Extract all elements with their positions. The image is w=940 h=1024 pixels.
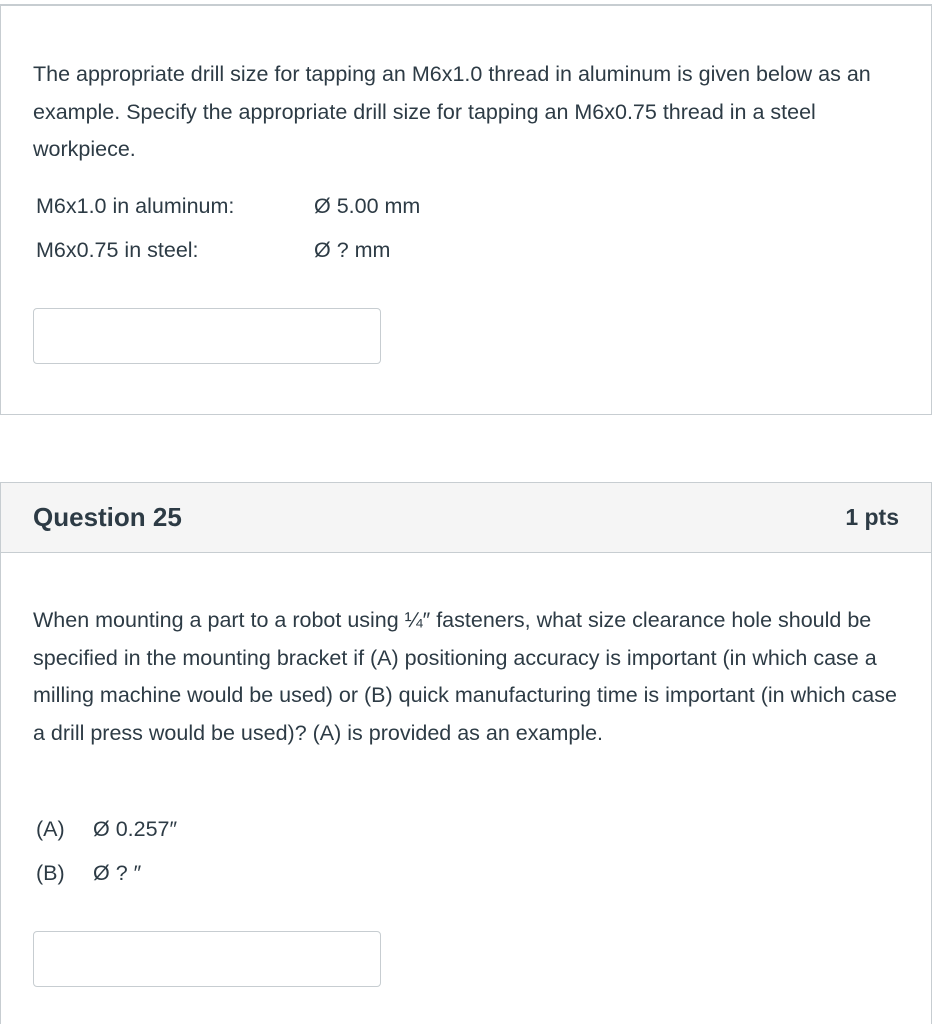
question-24-answer-input[interactable]	[33, 308, 381, 364]
spec-row-aluminum-value: Ø 5.00 mm	[314, 194, 421, 218]
question-24-text: The appropriate drill size for tapping an M6x1.0 thread in aluminum is given below as an example. Specify the appropriate drill size for tapping an M6x0.75 thread in a steel workpiece.	[33, 62, 871, 161]
question-25-header	[1, 483, 931, 553]
question-25-card	[0, 482, 932, 1024]
question-25-text: When mounting a part to a robot using ¼″ fasteners, what size clearance hole should be specified in the mounting bracket if (A) positioning accuracy is important (in which case a milling machine would be used) or (B) quick manufacturing time is important (in which case a drill press would be used)? (A) is provided as an example.	[33, 608, 897, 745]
option-a-label: (A)	[36, 817, 65, 841]
spec-row-steel-label: M6x0.75 in steel:	[36, 238, 199, 262]
option-b-label: (B)	[36, 861, 65, 885]
option-b-value: Ø ? ″	[93, 861, 142, 885]
question-25-points: 1 pts	[845, 504, 899, 530]
question-25-title: Question 25	[33, 502, 182, 532]
question-25-answer-input[interactable]	[33, 931, 381, 987]
spec-row-steel-value: Ø ? mm	[314, 238, 391, 262]
spec-row-aluminum-label: M6x1.0 in aluminum:	[36, 194, 235, 218]
question-24-card	[0, 4, 932, 415]
option-a-value: Ø 0.257″	[93, 817, 178, 841]
